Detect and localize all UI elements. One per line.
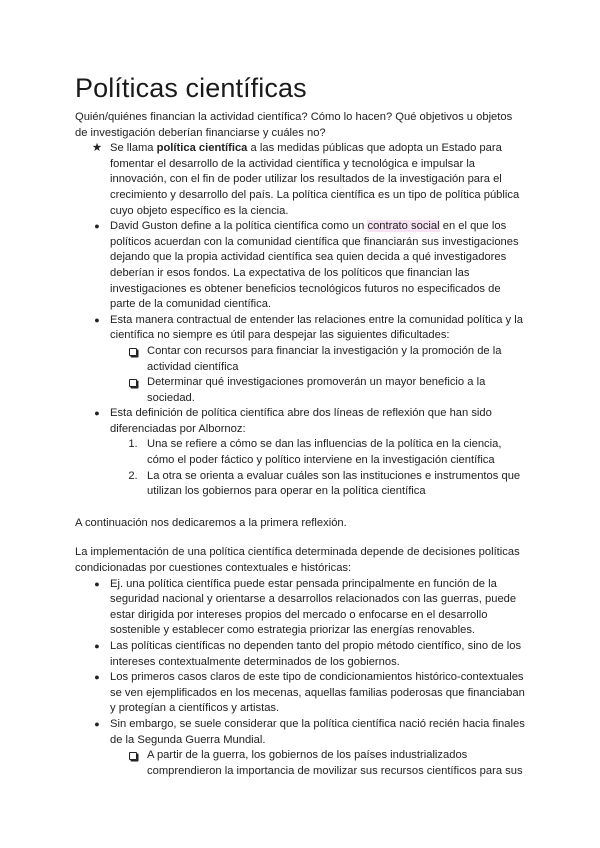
page-title: Políticas científicas: [75, 73, 307, 103]
list-item-definition: [75, 141, 525, 219]
list-item: [75, 670, 525, 717]
sublist-item-text: Determinar qué investigaciones promoverán un mayor beneficio a la sociedad.: [147, 376, 486, 404]
definition-text-end: a las medidas públicas que adopta un Estado para fomentar el desarrollo de la actividad científica y tecnológica e impulsar la innovación, con el fin de poder utilizar los resultados de la investigación para el crecimiento y desarrollo del país. La política científica es un tipo de política pública cuyo objeto específico es la ciencia.: [110, 142, 520, 217]
list-item-contractual: [75, 313, 525, 344]
list-item: [75, 717, 525, 748]
bullet-dot-icon: ●: [94, 672, 100, 683]
albornoz-text: Esta definición de política científica abre dos líneas de reflexión que han sido diferenciadas por Albornoz:: [110, 407, 492, 435]
star-icon: ★: [91, 142, 103, 155]
secondary-list: [75, 577, 525, 780]
bullet-dot-icon: ●: [94, 314, 100, 325]
contractual-text: Esta manera contractual de entender las relaciones entre la comunidad política y la científica no siempre es útil para despejar las siguientes dificultades:: [110, 313, 523, 342]
list-item-text: Los primeros casos claros de este tipo de condicionamientos histórico-contextuales se ven ejemplificados en los mecenas, aquellas familias poderosas que financiaban y protegían a científicos y artistas.: [110, 671, 525, 715]
intro-paragraph: Quién/quiénes financian la actividad científica? Cómo lo hacen? Qué objetivos u objetos de investigación deberían financiarse y cuáles no?: [75, 111, 513, 139]
list-item: [75, 577, 525, 639]
guston-text-end: en el que los políticos acuerdan con la comunidad científica que financiarán sus investigaciones dejando que la propia actividad científica sea quien decida a qué investigadores deberían ir esos fondos. La expectativa de los políticos que financian las investigaciones es obtener beneficios tecnológicos futuros no especificados de parte de la comunidad científica.: [110, 220, 519, 311]
sublist-item-text: Contar con recursos para financiar la investigación y la promoción de la actividad científica: [147, 344, 502, 373]
numbered-item: [75, 437, 525, 468]
checkbox-bullet-icon: [129, 348, 137, 356]
sublist-item: [75, 344, 525, 375]
sublist-item: [75, 748, 525, 779]
sublist-item: [75, 375, 525, 406]
guston-text-start: David Guston define a la política científica como un: [110, 220, 368, 233]
definition-term: política científica: [156, 142, 248, 155]
bullet-dot-icon: ●: [94, 408, 100, 419]
list-item: [75, 639, 525, 670]
numbered-item: [75, 469, 525, 500]
list-item-text: Sin embargo, se suele considerar que la política científica nació recién hacia finales de la Segunda Guerra Mundial.: [110, 717, 525, 746]
transition-paragraph: A continuación nos dedicaremos a la primera reflexión.: [75, 516, 347, 529]
bullet-dot-icon: ●: [94, 578, 100, 589]
checkbox-bullet-icon: [129, 752, 137, 760]
definition-text-start: Se llama: [110, 142, 157, 155]
list-item-albornoz: [75, 406, 525, 437]
item-number: 1.: [128, 438, 138, 451]
bullet-dot-icon: ●: [94, 641, 100, 651]
checkbox-bullet-icon: [129, 379, 137, 387]
list-item-text: Las políticas científicas no dependen tanto del propio método científico, sino de los intereses contextualmente determinados de los gobiernos.: [110, 640, 522, 668]
sublist-item-text: A partir de la guerra, los gobiernos de los países industrializados comprendieron la importancia de movilizar sus recursos científicos para sus: [147, 749, 523, 777]
document-body: [75, 110, 525, 779]
list-item-text: Ej. una política científica puede estar pensada principalmente en función de la seguridad nacional y orientarse a desarrollos relacionados con las guerras, puede estar dirigida por intereses propios del mercado o enfocarse en el desarrollo sostenible y establecer como estrategia priorizar las energías renovables.: [110, 577, 517, 637]
implementation-paragraph: La implementación de una política científica determinada depende de decisiones políticas condicionadas por cuestiones contextuales e históricas:: [75, 546, 520, 575]
item-number: 2.: [128, 469, 138, 482]
main-list: [75, 141, 525, 500]
highlighted-term: contrato social: [367, 220, 440, 233]
bullet-dot-icon: ●: [94, 221, 100, 232]
list-item-guston: [75, 219, 525, 313]
numbered-item-text: Una se refiere a cómo se dan las influencias de la política en la ciencia, cómo el poder fáctico y político interviene en la investigación científica: [147, 438, 502, 467]
numbered-item-text: La otra se orienta a evaluar cuáles son las instituciones e instrumentos que utilizan los gobiernos para operar en la política científica: [147, 469, 521, 498]
bullet-dot-icon: ●: [94, 718, 100, 729]
